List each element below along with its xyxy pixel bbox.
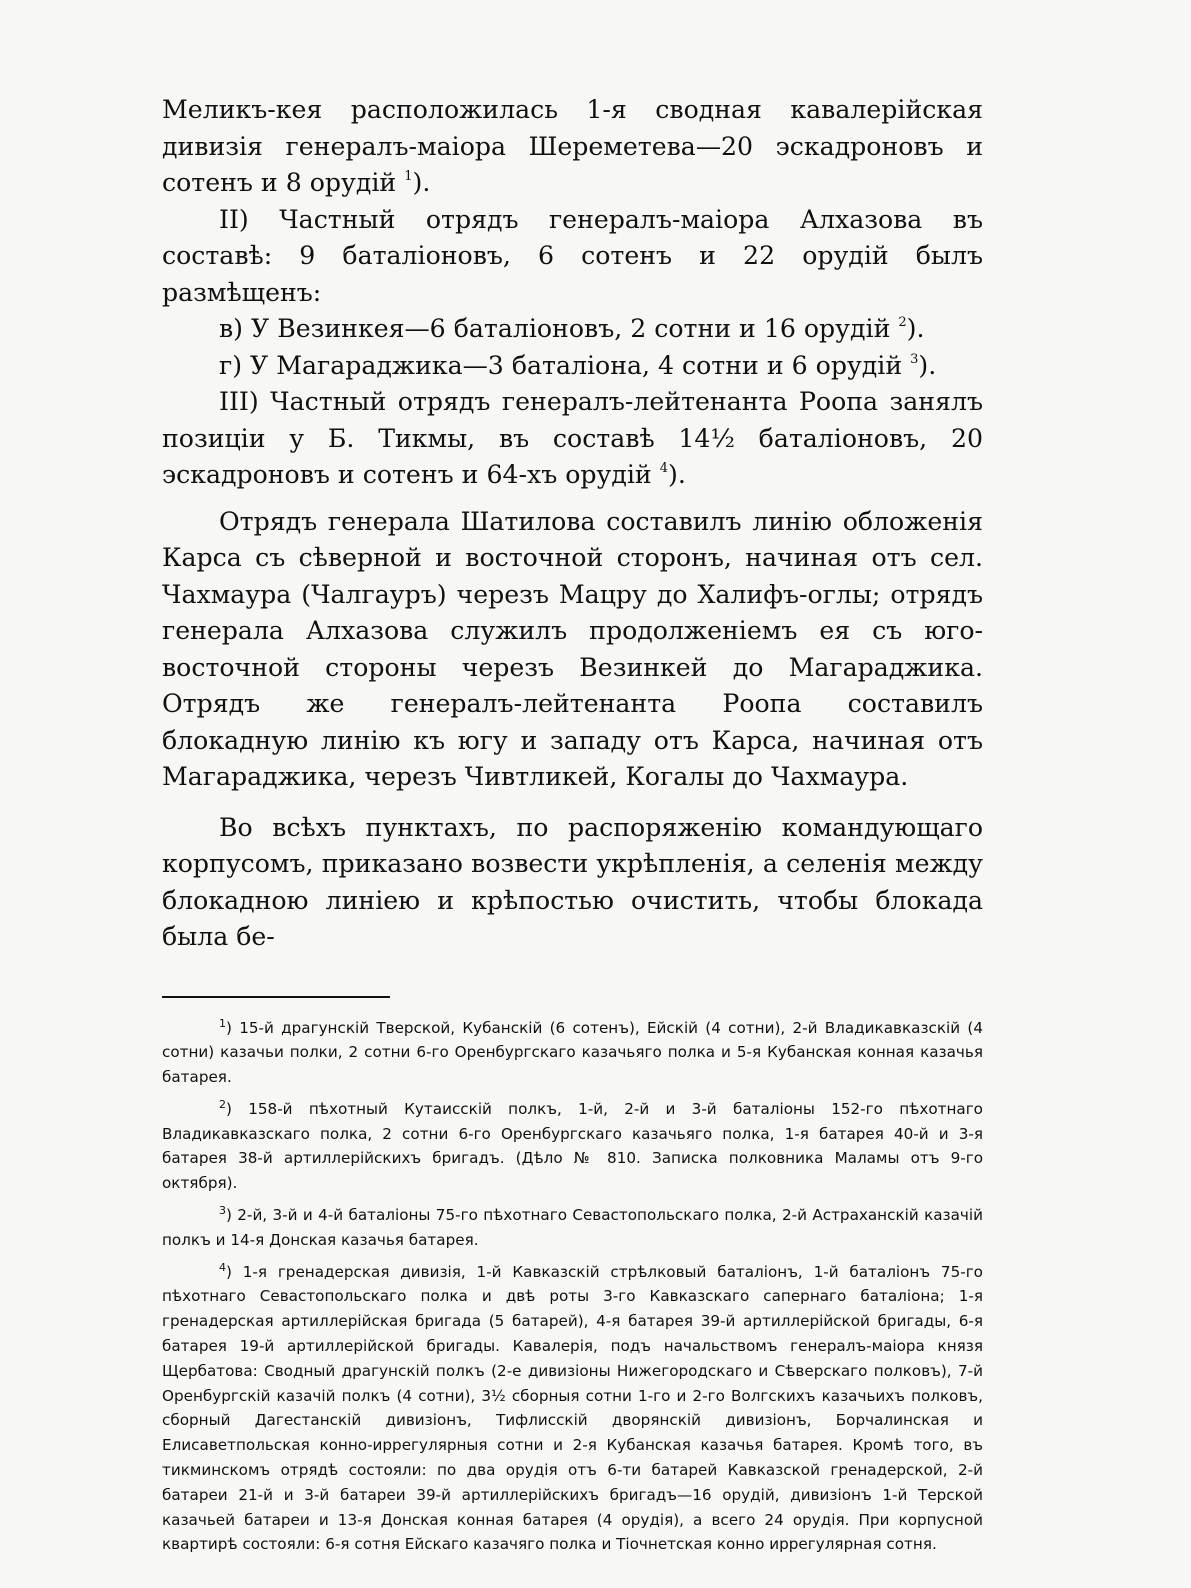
footnotes [162,1016,983,1558]
footnote-ref-3: 3 [910,351,919,367]
paragraph-6: Отрядъ генерала Шатилова составилъ линію обложенія Карса съ сѣверной и восточной сторонъ, начиная отъ сел. Чахмаура (Чалгауръ) черезъ Мацру до Халифъ-оглы; отрядъ генерала Алхазова служилъ продолженіемъ ея съ юго-восточной стороны черезъ Везинкей до Магараджика. Отрядъ же генералъ-лейтенанта Роопа составилъ блокадную линію къ югу и западу отъ Карса, начиная отъ Магараджика, черезъ Чивтликей, Когалы до Чахмаура. [162,506,983,791]
paragraph-7: Во всѣхъ пунктахъ, по распоряженію командующаго корпусомъ, приказано возвести укрѣпленія, а селенія между блокадною линіею и крѣпостью очистить, чтобы блокада была бе- [162,812,983,951]
footnote-2: $^2$) 158-й пѣхотный Кутаисскій полкъ, 1-й, 2-й и 3-й баталіоны 152-го пѣхотнаго Владикавказскаго полка, 2 сотни 6-го Оренбургскаго казачьяго полка, 1-я батарея 40-й и 3-я батарея 38-й артиллерійскихъ бригадъ. (Дѣло № 810. Записка полковника Маламы отъ 9-го октября). [162,1097,983,1193]
paragraph-1: Меликъ-кея расположилась 1-я сводная кавалерійская дивизія генералъ-маіора Шереметева—20 эскадроновъ и сотенъ и 8 орудій $^1$). [162,95,983,197]
paragraph-3: в) У Везинкея—6 баталіоновъ, 2 сотни и 16 орудій $^2$). [219,314,925,343]
footnote-ref-1: 1 [404,169,413,184]
paragraph-5: III) Частный отрядъ генералъ-лейтенанта Роопа занялъ позиціи у Б. Тикмы, въ составѣ 14½ баталіоновъ, 20 эскадроновъ и сотенъ и 64-хъ орудій $^4$). [162,387,983,489]
footnote-4: $^4$) 1-я гренадерская дивизія, 1-й Кавказскій стрѣлковый баталіонъ, 1-й баталіонъ 75-го пѣхотнаго Севастопольскаго полка и двѣ роты 3-го Кавказскаго сапернаго баталіона; 1-я гренадерская артиллерійская бригада (5 батарей), 4-я батарея 39-й артиллерійской бригады, 6-я батарея 19-й артиллерійской бригады. Кавалерія, подъ начальствомъ генералъ-маіора князя Щербатова: Сводный драгунскій полкъ (2-е дивизіоны Нижегородскаго и Сѣверскаго полковъ), 7-й Оренбургскій казачій полкъ (4 сотни), 3½ сборныя сотни 1-го и 2-го Волгскихъ казачьихъ полковъ, сборный Дагестанскій дивизіонъ, Тифлисскій дворянскій дивизіонъ, Борчалинская и Елисаветпольская конно-иррегулярныя сотни и 2-я Кубанская казачья батарея. Кромѣ того, въ тикминскомъ отрядѣ состояли: по два орудія отъ 6-ти батарей Кавказской гренадерской, 2-й батареи 21-й и 3-й батареи 39-й артиллерійскихъ бригадъ—16 орудій, дивизіонъ 1-й Терской казачьей батареи и 13-я Донская конная батарея (4 орудія), а всего 24 орудія. При корпусной квартирѣ состояли: 6-я сотня Ейскаго казачяго полка и Тіочнетская конно иррегулярная сотня. [162,1260,983,1554]
footnote-ref-2: 2 [898,315,907,330]
main-text [162,92,983,956]
paragraph-4: г) У Магараджика—3 баталіона, 4 сотни и 6 орудій $^3$). [219,350,937,380]
footnote-3: $^3$) 2-й, 3-й и 4-й баталіоны 75-го пѣхотнаго Севастопольскаго полка, 2-й Астраханскій казачій полкъ и 14-я Донская казачья батарея. [162,1204,983,1249]
paragraph-2: II) Частный отрядъ генералъ-маіора Алхазова въ составѣ: 9 баталіоновъ, 6 сотенъ и 22 орудій былъ размѣщенъ: [162,204,983,307]
footnote-ref-4: 4 [659,461,669,476]
footnote-divider [162,996,390,998]
footnote-1: $^1$) 15-й драгунскій Тверской, Кубанскій (6 сотенъ), Ейскій (4 сотни), 2-й Владикавказскій (4 сотни) казачьи полки, 2 сотни 6-го Оренбургскаго казачьяго полка и 5-я Кубанская конная казачья батарея. [162,1016,983,1087]
